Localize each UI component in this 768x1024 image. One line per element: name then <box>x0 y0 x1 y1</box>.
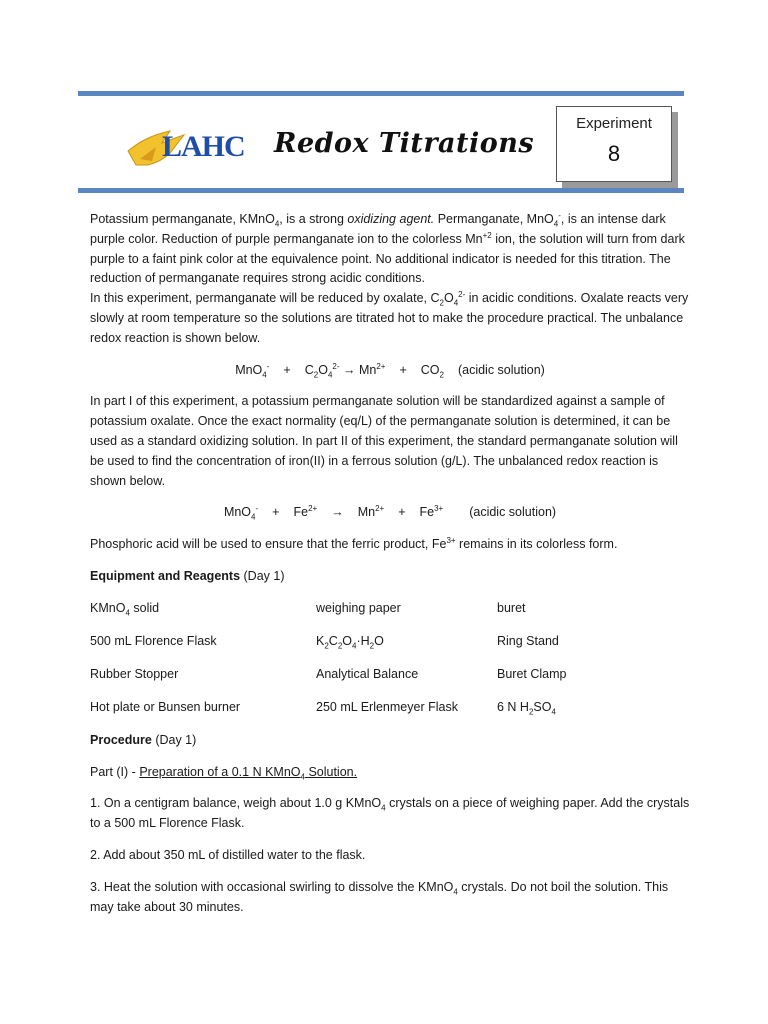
lahc-logo <box>126 121 245 173</box>
procedure-step-3: 3. Heat the solution with occasional swirling to dissolve the KMnO$_4$ crystals. Do not boil the solution. This may take about 30 minutes. <box>90 879 669 914</box>
experiment-label: Experiment <box>576 115 652 132</box>
experiment-number: 8 <box>607 141 621 166</box>
header-top-rule <box>78 91 684 96</box>
equipment-item: $K_2C_2O_4\cdot H_2O$ <box>316 633 384 651</box>
equipment-item: Analytical Balance <box>316 666 419 681</box>
phosphoric-note: Phosphoric acid will be used to ensure that the ferric product, $Fe^{3+}$ remains in its colorless form. <box>90 536 618 552</box>
equipment-item: buret <box>497 600 526 615</box>
equipment-row <box>90 665 690 698</box>
procedure-step-1: 1. On a centigram balance, weigh about 1.0 g KMnO$_4$ crystals on a piece of weighing paper. Add the crystals to a 500 mL Florence Flask. <box>90 796 690 831</box>
procedure-step-2: 2. Add about 350 mL of distilled water to the flask. <box>90 847 366 862</box>
equipment-item: weighing paper <box>316 600 401 615</box>
header-bottom-rule <box>78 188 684 193</box>
equipment-row <box>90 698 690 731</box>
equipment-item: Ring Stand <box>497 633 559 648</box>
equipment-table <box>90 599 690 731</box>
document-body <box>90 210 690 917</box>
part-description: In part I of this experiment, a potassium permanganate solution will be standardized against a sample of potassium oxalate. Once the exact normality (eq/L) of the permanganate solution is determined, it can be used as a standard oxidizing solution. In part II of this experiment, the standard permanganate solution will be used to find the concentration of iron(II) in a ferrous solution (g/L). The unbalanced redox reaction is shown below. <box>90 394 678 488</box>
equation-2: $MnO_4^- + Fe^{2+} \to Mn^{2+} + Fe^{3+}$ (acidic solution) <box>223 504 557 522</box>
intro-paragraph-2: In this experiment, permanganate will be reduced by oxalate, $C_2O_4^{2-}$ in acidic conditions. Oxalate reacts very slowly at room temperature so the solutions are titrated hot to make the procedure practical. The unbalance redox reaction is shown below. <box>90 290 689 345</box>
equation-1: $MnO_4^- + C_2O_4^{2-} \to Mn^{2+} + CO_2$ (acidic solution) <box>235 361 545 380</box>
equipment-item: Rubber Stopper <box>90 666 179 681</box>
procedure-heading: Procedure (Day 1) <box>90 732 197 747</box>
page-title: Redox Titrations <box>274 128 535 159</box>
equipment-heading: Equipment and Reagents (Day 1) <box>90 568 285 583</box>
equipment-row <box>90 632 690 665</box>
equipment-item: KMnO$_4$ solid <box>90 600 160 618</box>
intro-paragraph-1: Potassium permanganate, KMnO$_4$, is a strong oxidizing agent. Permanganate, MnO$_4$-, is an intense dark purple color. Reduction of purple permanganate ion to the colorless $Mn^{+2}$ ion, the solution will turn from dark purple to a faint pink color at the equivalence point. No additional indicator is needed for this titration. The reduction of permanganate requires strong acidic conditions. <box>90 210 685 286</box>
part-1-heading: Part (I) - Preparation of a 0.1 N KMnO$_4$ Solution. <box>90 764 358 782</box>
logo-text: LAHC <box>162 130 245 163</box>
equipment-item: 500 mL Florence Flask <box>90 633 217 648</box>
equipment-row <box>90 599 690 632</box>
equipment-item: 6 N $H_2SO_4$ <box>497 699 556 717</box>
equipment-item: Buret Clamp <box>497 666 567 681</box>
experiment-box <box>556 106 672 182</box>
equipment-item: Hot plate or Bunsen burner <box>90 699 241 714</box>
equipment-item: 250 mL Erlenmeyer Flask <box>316 699 458 714</box>
